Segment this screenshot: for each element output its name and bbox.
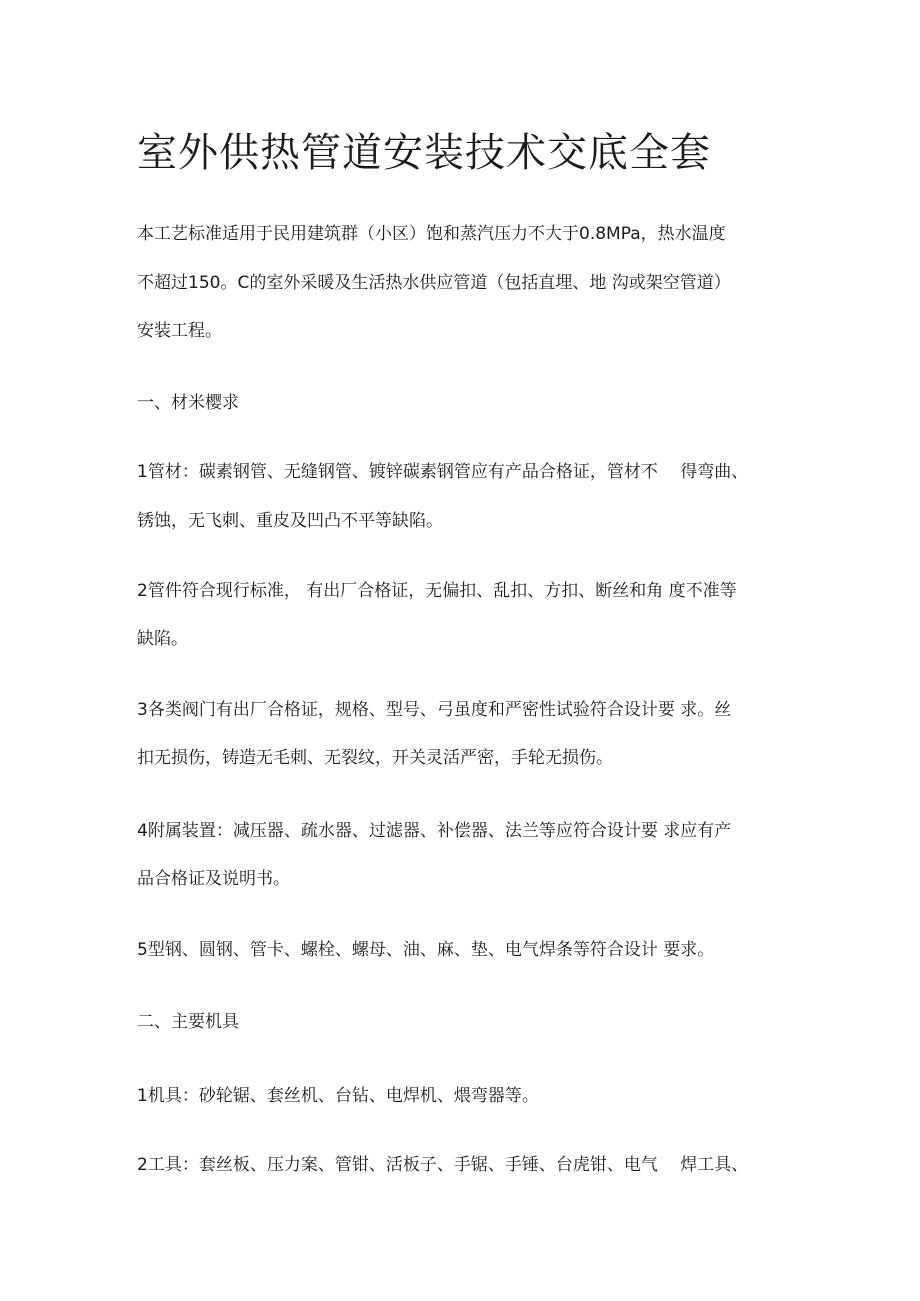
document-title: 室外供热管道安装技术交底全套	[137, 130, 711, 176]
item-5-line-1: 5型钢、圆钢、管卡、螺栓、螺母、油、麻、垫、电气焊条等符合设计 要求。	[137, 940, 715, 960]
item-1-line-1: 1管材：碳素钢管、无缝钢管、镀锌碳素钢管应有产品合格证，管材不 得弯曲、	[137, 462, 749, 482]
item-1-line-2: 锈蚀，无飞刺、重皮及凹凸不平等缺陷。	[137, 511, 443, 531]
item-2-line-2: 缺陷。	[137, 629, 188, 649]
intro-line-2: 不超过150。C的室外采暖及生活热水供应管道（包括直埋、地 沟或架空管道）	[137, 273, 731, 293]
item-4-line-2: 品合格证及说明书。	[137, 869, 290, 889]
item-2-line-1: 2管件符合现行标准， 有出厂合格证，无偏扣、乱扣、方扣、断丝和角 度不准等	[137, 581, 737, 601]
tools-item-1-line-1: 1机具：砂轮锯、套丝机、台钻、电焊机、煨弯器等。	[137, 1086, 539, 1106]
section-heading-materials: 一、材米樱求	[137, 393, 239, 413]
section-heading-tools: 二、主要机具	[137, 1012, 239, 1032]
item-3-line-2: 扣无损伤，铸造无毛刺、无裂纹，开关灵活严密，手轮无损伤。	[137, 748, 613, 768]
intro-line-1: 本工艺标准适用于民用建筑群（小区）饱和蒸汽压力不大于0.8MPa，热水温度	[137, 224, 726, 244]
item-3-line-1: 3各类阀门有出厂合格证，规格、型号、弓虽度和严密性试验符合设计要 求。丝	[137, 700, 732, 720]
tools-item-2-line-1: 2工具：套丝板、压力案、管钳、活板子、手锯、手锤、台虎钳、电气 焊工具、	[137, 1155, 749, 1175]
intro-line-3: 安装工程。	[137, 321, 222, 341]
item-4-line-1: 4附属装置：减压器、疏水器、过滤器、补偿器、法兰等应符合设计要 求应有产	[137, 821, 732, 841]
